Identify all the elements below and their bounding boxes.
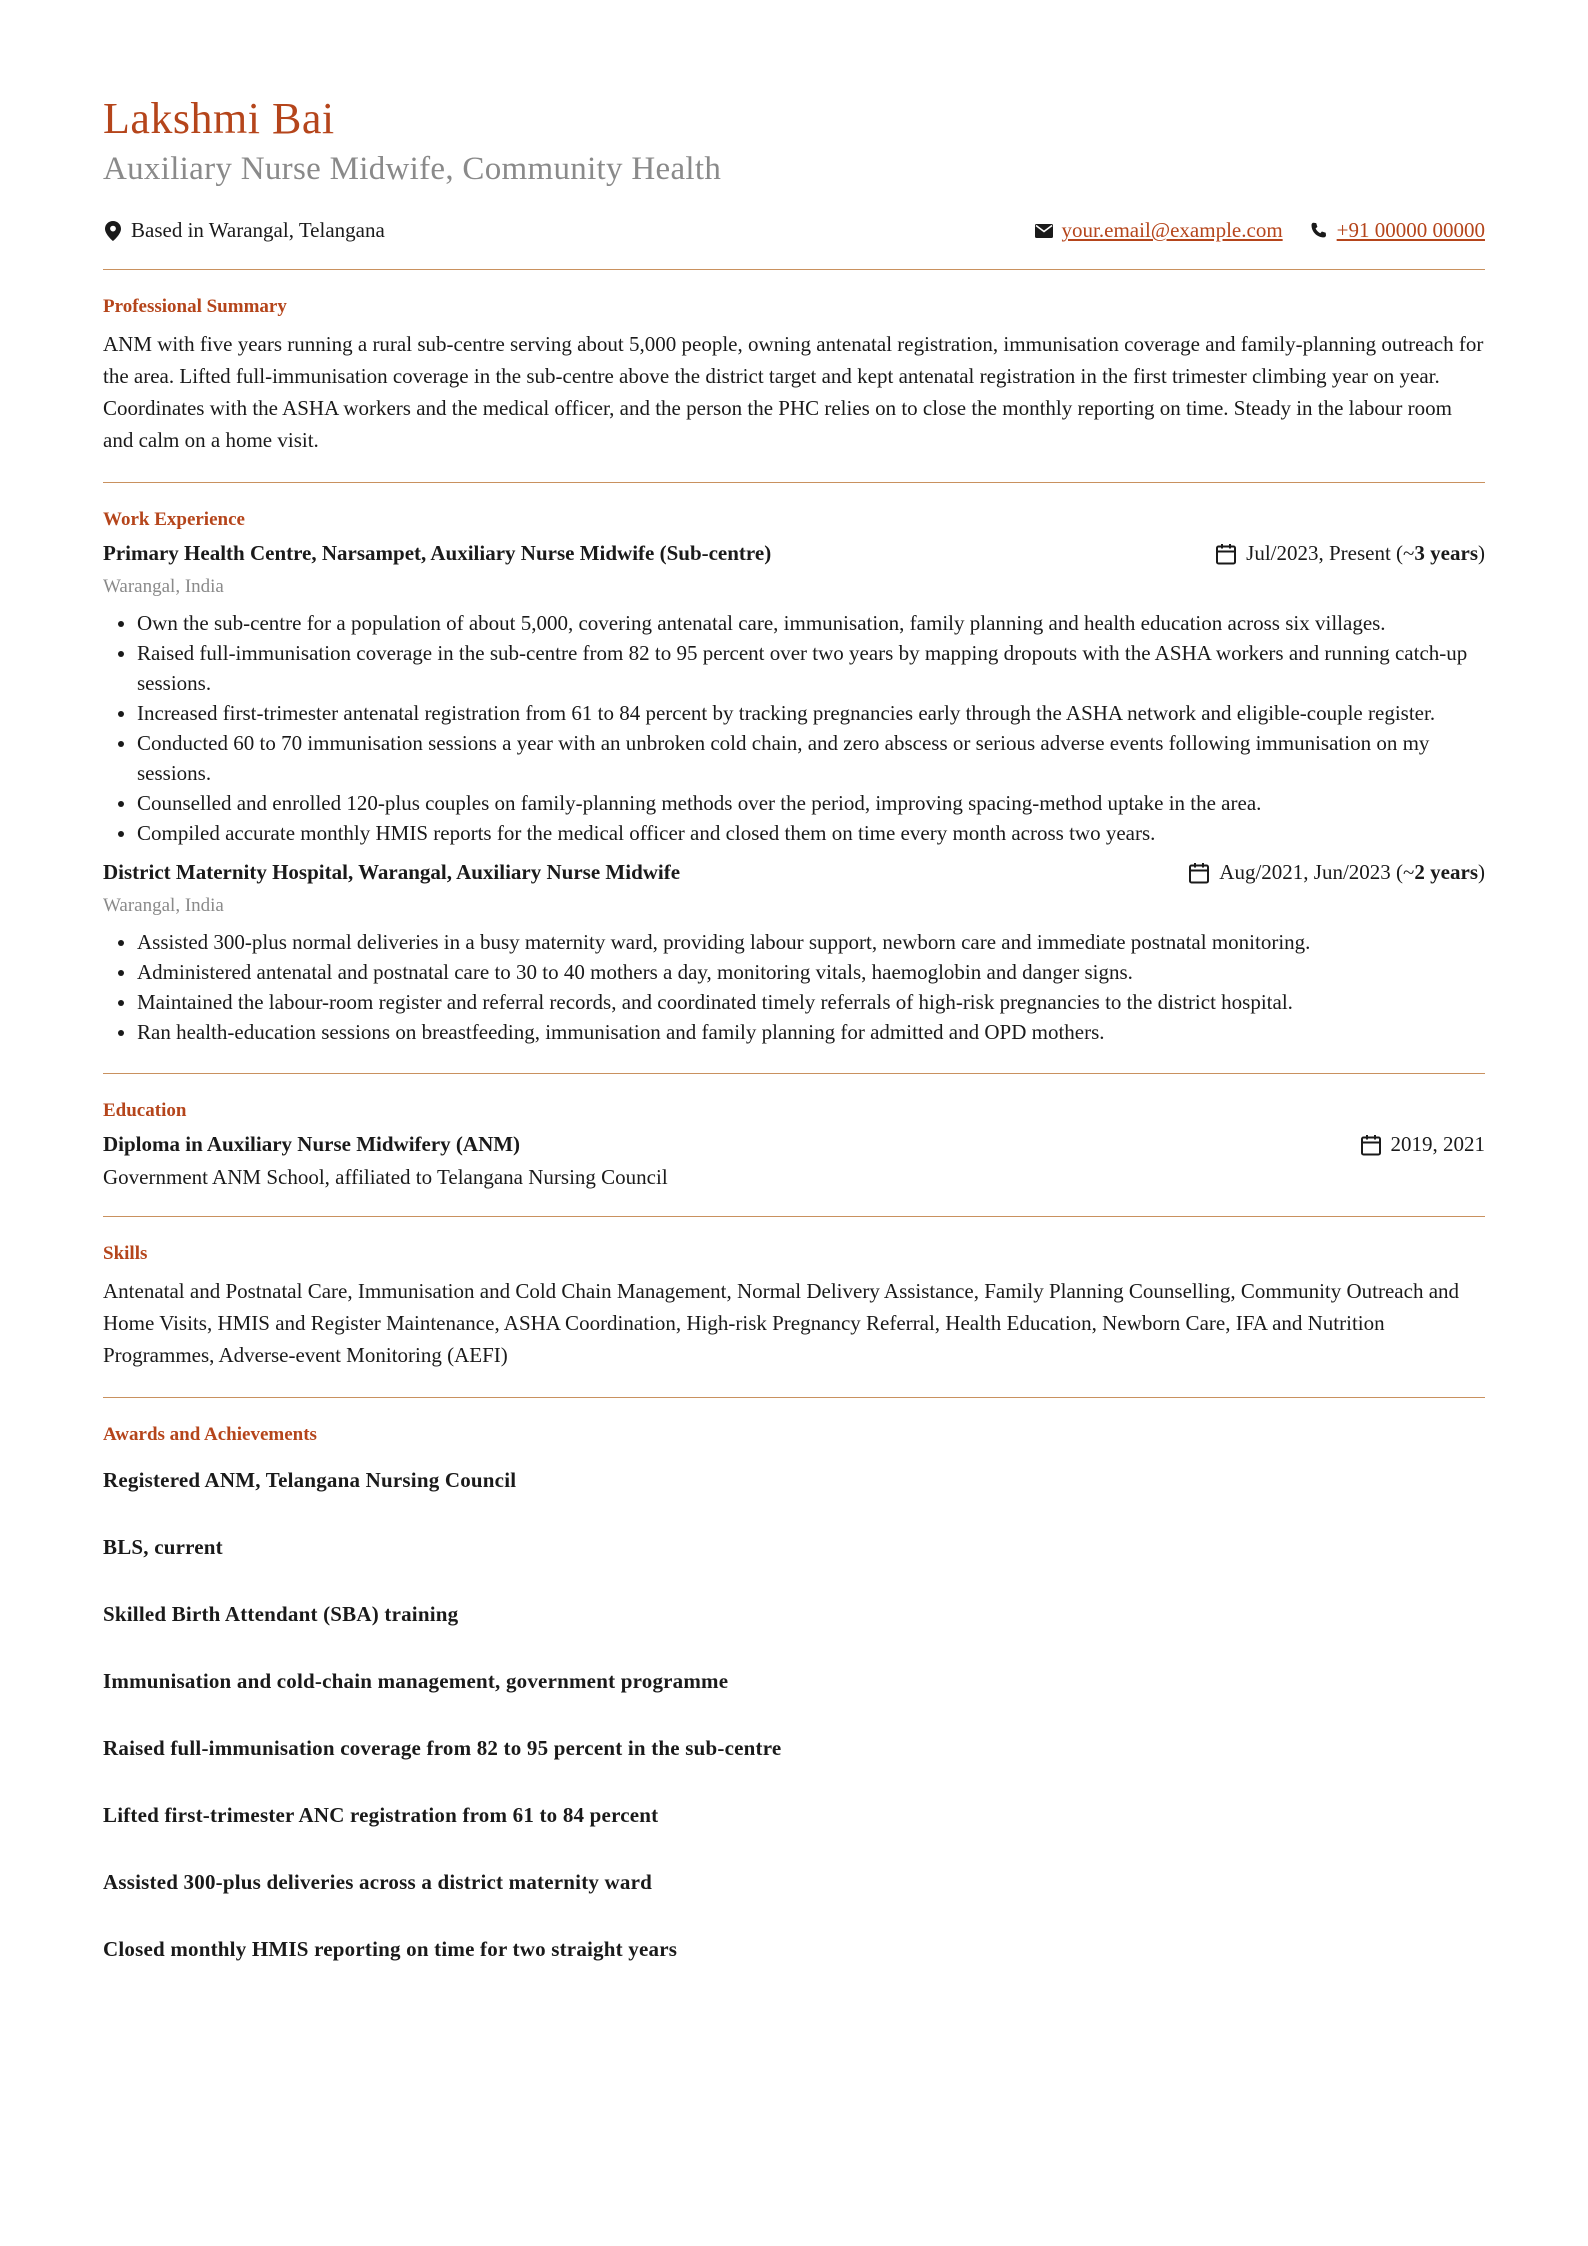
divider [103, 1397, 1485, 1398]
divider [103, 1216, 1485, 1217]
job-location: Warangal, India [103, 895, 224, 917]
job-title: District Maternity Hospital, Warangal, Auxiliary Nurse Midwife [103, 860, 681, 885]
job-dates [1187, 860, 1485, 885]
award-item: BLS, current [103, 1535, 223, 1560]
degree-title: Diploma in Auxiliary Nurse Midwifery (ANM) [103, 1132, 521, 1157]
job-header [103, 860, 1485, 885]
skills-text: Antenatal and Postnatal Care, Immunisation and Cold Chain Management, Normal Delivery Assistance, Family Planning Counselling, Community Outreach and Home Visits, HMIS and Register Maintenance, ASHA Coordination, High-risk Pregnancy Referral, Health Education, Newborn Care, IFA and Nutrition Programmes, Adverse-event Monitoring (AEFI) [103, 1279, 1460, 1368]
education-section [103, 1100, 1485, 1190]
awards-list [103, 1468, 1485, 1962]
divider [103, 1073, 1485, 1074]
phone-item [1309, 218, 1485, 243]
date-close: ) [1478, 860, 1485, 885]
phone-icon [1309, 221, 1329, 241]
date-range: Jul/2023, Present (~ [1246, 541, 1415, 566]
divider [103, 269, 1485, 270]
list-item: • Ran health-education sessions on breastfeeding, immunisation and family planning for admitted and OPD mothers. [137, 1017, 1485, 1047]
contact-links [1008, 218, 1485, 243]
job-dates [1214, 541, 1485, 566]
divider [103, 482, 1485, 483]
list-item: • Raised full-immunisation coverage in the sub-centre from 82 to 95 percent over two years by mapping dropouts with the ASHA workers and running catch-up sessions. [137, 638, 1485, 698]
award-item: Immunisation and cold-chain management, government programme [103, 1669, 729, 1694]
list-item: • Increased first-trimester antenatal registration from 61 to 84 percent by tracking pregnancies early through the ASHA network and eligible-couple register. [137, 698, 1485, 728]
list-item: • Maintained the labour-room register and referral records, and coordinated timely referrals of high-risk pregnancies to the district hospital. [137, 987, 1485, 1017]
award-item: Lifted first-trimester ANC registration from 61 to 84 percent [103, 1803, 659, 1828]
candidate-title: Auxiliary Nurse Midwife, Community Health [103, 151, 722, 188]
job-entry [103, 860, 1485, 1047]
education-header [103, 1132, 1485, 1157]
date-range: Aug/2021, Jun/2023 (~ [1219, 860, 1415, 885]
awards-section [103, 1424, 1485, 1962]
calendar-icon [1214, 542, 1238, 566]
award-item: Registered ANM, Telangana Nursing Council [103, 1468, 517, 1493]
envelope-icon [1034, 221, 1054, 241]
email-item [1034, 218, 1283, 243]
skills-section [103, 1243, 1485, 1371]
list-item: • Compiled accurate monthly HMIS reports for the medical officer and closed them on time every month across two years. [137, 818, 1485, 848]
summary-text: ANM with five years running a rural sub-centre serving about 5,000 people, owning antenatal registration, immunisation coverage and family-planning outreach for the area. Lifted full-immunisation coverage in the sub-centre above the district target and kept antenatal registration in the first trimester climbing year on year. Coordinates with the ASHA workers and the medical officer, and the person the PHC relies on to close the monthly reporting on time. Steady in the labour room and calm on a home visit. [103, 332, 1484, 453]
job-header [103, 541, 1485, 566]
candidate-name: Lakshmi Bai [103, 94, 335, 143]
section-heading: Professional Summary [103, 296, 287, 318]
award-item: Closed monthly HMIS reporting on time for two straight years [103, 1937, 678, 1962]
date-range: 2019, 2021 [1390, 1132, 1485, 1157]
list-item: • Assisted 300-plus normal deliveries in a busy maternity ward, providing labour support, newborn care and immediate postnatal monitoring. [137, 927, 1485, 957]
list-item: • Counselled and enrolled 120-plus couples on family-planning methods over the period, improving spacing-method uptake in the area. [137, 788, 1485, 818]
job-location: Warangal, India [103, 576, 224, 598]
contact-bar [103, 218, 1485, 243]
location-info [103, 218, 385, 243]
list-item: • Conducted 60 to 70 immunisation sessions a year with an unbroken cold chain, and zero abscess or serious adverse events following immunisation on my sessions. [137, 728, 1485, 788]
job-bullets [103, 927, 1485, 1047]
award-item: Assisted 300-plus deliveries across a district maternity ward [103, 1870, 653, 1895]
section-heading: Education [103, 1100, 187, 1122]
duration: 2 years [1414, 860, 1478, 885]
section-heading: Skills [103, 1243, 148, 1265]
award-item: Raised full-immunisation coverage from 82 to 95 percent in the sub-centre [103, 1736, 782, 1761]
job-title: Primary Health Centre, Narsampet, Auxiliary Nurse Midwife (Sub-centre) [103, 541, 772, 566]
map-pin-icon [103, 221, 123, 241]
summary-section [103, 296, 1485, 456]
list-item: • Own the sub-centre for a population of about 5,000, covering antenatal care, immunisation, family planning and health education across six villages. [137, 608, 1485, 638]
calendar-icon [1187, 861, 1211, 885]
email-link[interactable]: your.email@example.com [1061, 218, 1283, 243]
award-item: Skilled Birth Attendant (SBA) training [103, 1602, 459, 1627]
job-entry [103, 541, 1485, 848]
date-close: ) [1478, 541, 1485, 566]
phone-link[interactable]: +91 00000 00000 [1336, 218, 1485, 243]
calendar-icon [1359, 1133, 1383, 1157]
institution: Government ANM School, affiliated to Telangana Nursing Council [103, 1165, 668, 1190]
list-item: • Administered antenatal and postnatal care to 30 to 40 mothers a day, monitoring vitals, haemoglobin and danger signs. [137, 957, 1485, 987]
experience-section [103, 509, 1485, 1047]
job-bullets [103, 608, 1485, 848]
duration: 3 years [1414, 541, 1478, 566]
section-heading: Awards and Achievements [103, 1424, 317, 1446]
section-heading: Work Experience [103, 509, 245, 531]
location-text: Based in Warangal, Telangana [131, 218, 385, 243]
education-dates [1359, 1132, 1486, 1157]
